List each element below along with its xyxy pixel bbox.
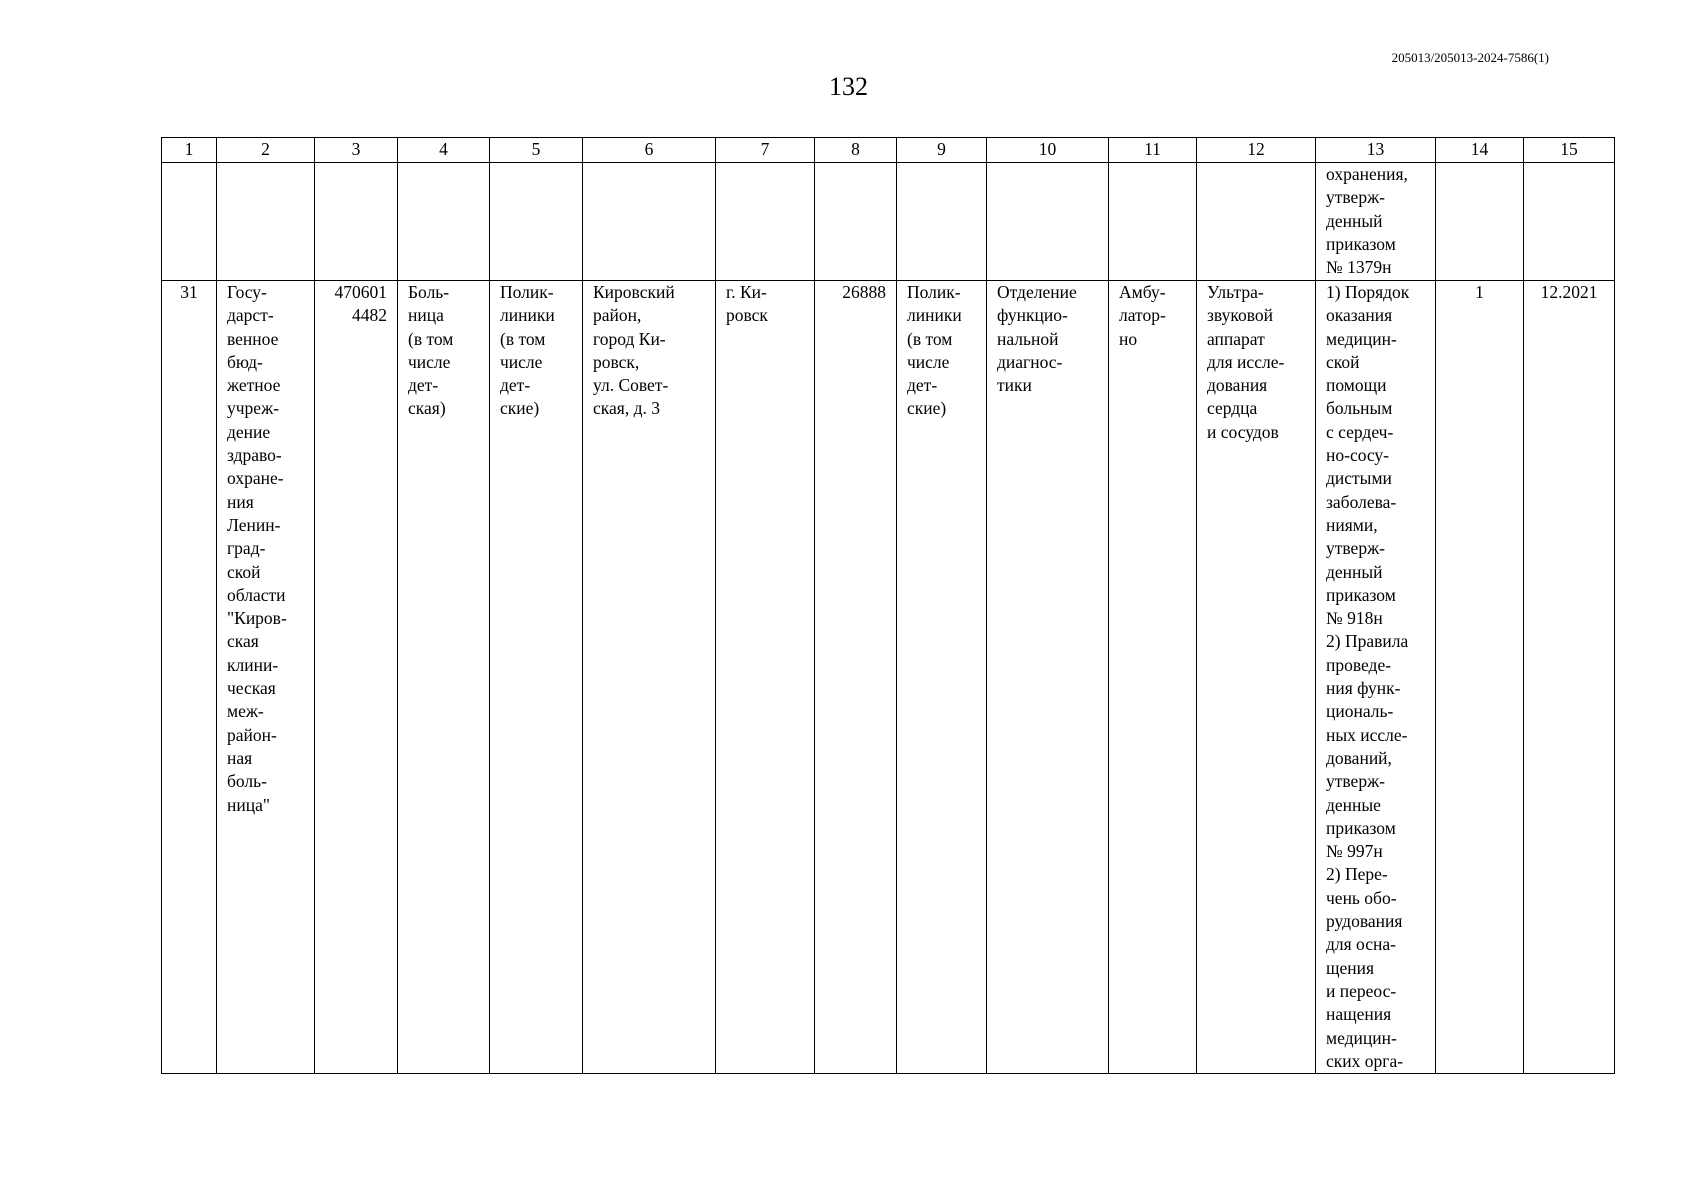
column-number: 6	[583, 138, 716, 163]
document-id: 205013/205013-2024-7586(1)	[1391, 50, 1549, 65]
column-number: 2	[217, 138, 315, 163]
data-table	[161, 137, 1615, 1074]
column-number: 14	[1436, 138, 1524, 163]
table-cell	[583, 163, 716, 281]
locality-cell: г. Ки- ровск	[716, 281, 815, 1074]
table-row	[162, 281, 1615, 1074]
column-number: 5	[490, 138, 583, 163]
organization-name-cell: Госу- дарст- венное бюд- жетное учреж- дение здраво- охране- ния Ленин- град- ской области "Киров- ская клини- ческая меж- район- ная боль- ница"	[217, 281, 315, 1074]
column-number: 7	[716, 138, 815, 163]
table-cell	[398, 163, 490, 281]
inn-cell: 470601 4482	[315, 281, 398, 1074]
continuation-row	[162, 163, 1615, 281]
table-cell	[716, 163, 815, 281]
column-number: 9	[897, 138, 987, 163]
address-cell: Кировский район, город Ки- ровск, ул. Совет- ская, д. 3	[583, 281, 716, 1074]
quantity-cell: 1	[1436, 281, 1524, 1074]
column-number: 13	[1316, 138, 1436, 163]
table-cell	[987, 163, 1109, 281]
page-number: 132	[829, 72, 868, 101]
column-number: 1	[162, 138, 217, 163]
legal-basis-cell: охранения, утверж- денный приказом № 1379н	[1316, 163, 1436, 281]
column-number: 10	[987, 138, 1109, 163]
population-cell: 26888	[815, 281, 897, 1074]
department-cell: Отделение функцио- нальной диагнос- тики	[987, 281, 1109, 1074]
subdivision-cell: Полик- линики (в том числе дет- ские)	[897, 281, 987, 1074]
table-cell	[217, 163, 315, 281]
date-cell: 12.2021	[1524, 281, 1615, 1074]
column-number-row	[162, 138, 1615, 163]
table-cell	[1436, 163, 1524, 281]
table-cell	[815, 163, 897, 281]
unit-type-cell: Полик- линики (в том числе дет- ские)	[490, 281, 583, 1074]
column-number: 15	[1524, 138, 1615, 163]
table-cell	[1197, 163, 1316, 281]
column-number: 12	[1197, 138, 1316, 163]
column-number: 3	[315, 138, 398, 163]
row-number-cell: 31	[162, 281, 217, 1074]
table-cell	[897, 163, 987, 281]
column-number: 8	[815, 138, 897, 163]
care-condition-cell: Амбу- латор- но	[1109, 281, 1197, 1074]
column-number: 11	[1109, 138, 1197, 163]
table-cell	[1109, 163, 1197, 281]
table-cell	[162, 163, 217, 281]
facility-type-cell: Боль- ница (в том числе дет- ская)	[398, 281, 490, 1074]
equipment-cell: Ультра- звуковой аппарат для иссле- дования сердца и сосудов	[1197, 281, 1316, 1074]
legal-basis-cell: 1) Порядок оказания медицин- ской помощи больным с сердеч- но-сосу- дистыми заболева- ниями, утверж- денный приказом № 918н 2) Правила проведе- ния функ- циональ- ных иссле- дований, утверж- денные приказом № 997н 2) Пере- чень обо- рудования для осна- щения и переос- нащения медицин- ских орга-	[1316, 281, 1436, 1074]
table-cell	[315, 163, 398, 281]
table-cell	[490, 163, 583, 281]
table-cell	[1524, 163, 1615, 281]
column-number: 4	[398, 138, 490, 163]
